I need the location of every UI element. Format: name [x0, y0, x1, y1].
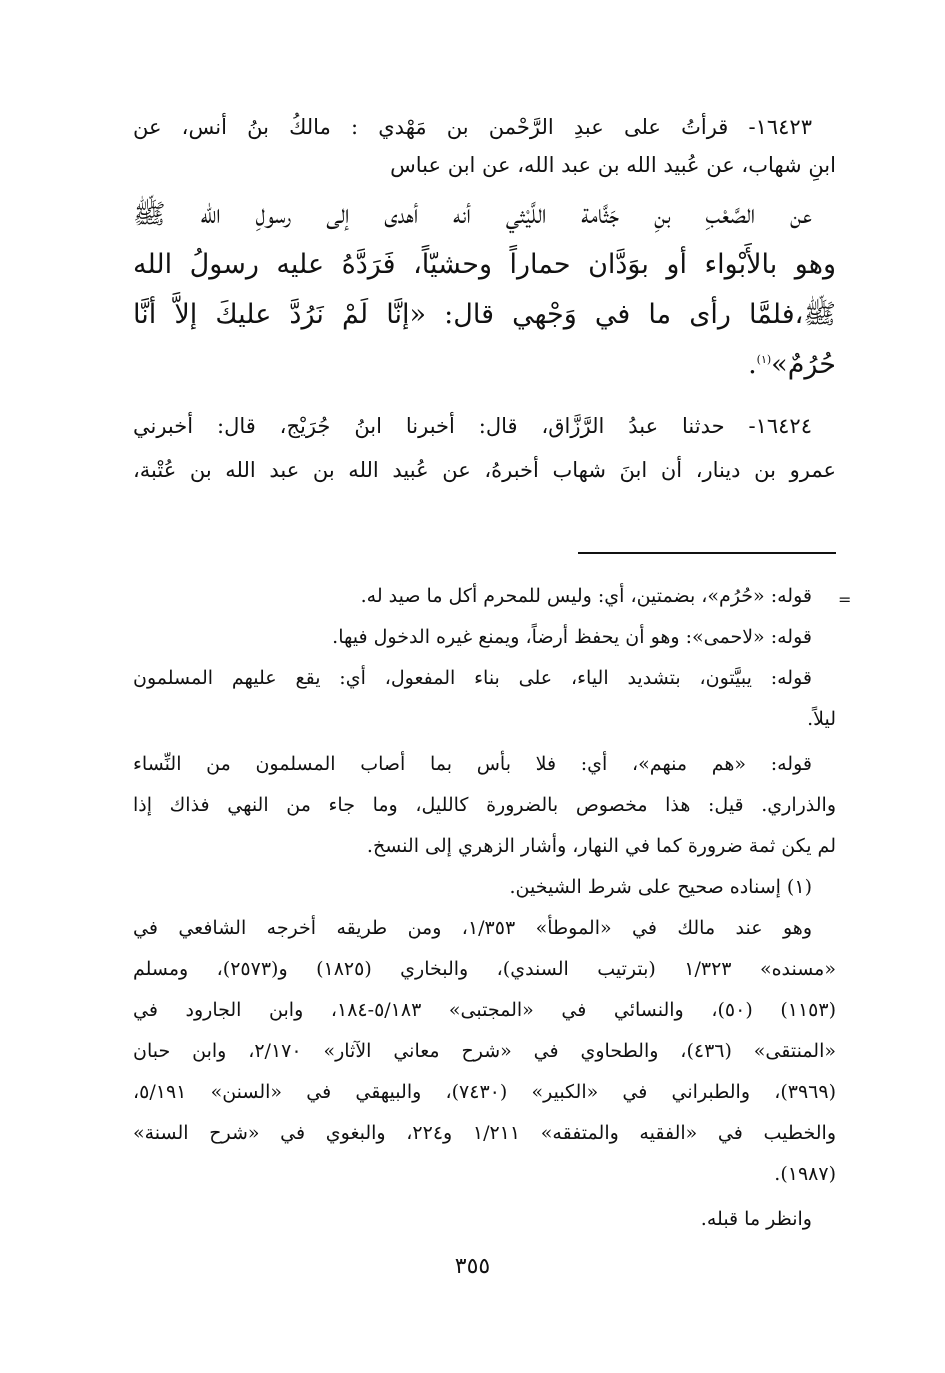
note-line: قوله: يبيَّتون، بتشديد الياء، على بناء المفعول، أي: يقع عليهم المسلمون [133, 667, 812, 689]
matn-last-text: حُرُمٌ» [771, 349, 836, 380]
note-line: والذراري. قيل: هذا مخصوص بالضرورة كالليل، وما جاء من النهي فذاك إذا [133, 794, 836, 816]
footnote-ref: (١) [756, 353, 772, 366]
text-line: ١٦٤٢٤- حدثنا عبدُ الرَّزَّاق، قال: أخبرنا ابنُ جُرَيْج، قال: أخبرني [133, 414, 812, 438]
text-line: ١٦٤٢٣- قرأتُ على عبدِ الرَّحْمن بن مَهْدي : مالكُ بنُ أنس، عن [133, 115, 812, 139]
note-line: قوله: «هم منهم»، أي: فلا بأس بما أصاب المسلمون من النِّساء [133, 753, 812, 775]
note-line: والخطيب في «الفقيه والمتفقه» ١/٢١١ و٢٢٤، والبغوي في «شرح السنة» [133, 1122, 836, 1144]
text-line-final [133, 340, 836, 390]
hadith-16423-isnad [133, 108, 836, 184]
footnotes [133, 576, 836, 1240]
note-line: لم يكن ثمة ضرورة كما في النهار، وأشار الزهري إلى النسخ. [366, 835, 836, 857]
continuation-mark: = [838, 590, 852, 609]
note-line: وهو عند مالك في «الموطأ» ١/٣٥٣، ومن طريقه أخرجه الشافعي في [133, 917, 813, 939]
note-line: (١١٥٣) (٥٠)، والنسائي في «المجتبى» ٥/١٨٣-١٨٤، وابن الجارود في [133, 999, 836, 1021]
note-line: وانظر ما قبله. [700, 1208, 812, 1230]
hadith-16423-matn [133, 190, 836, 390]
text-line: ﷺ،فلمَّا رأى ما في وَجْهي قال: «إنَّا لَمْ نَرُدَّ عليكَ إلاَّ أنَّا [133, 299, 836, 330]
main-text [133, 108, 836, 492]
text-line: عمرو بن دينار، أن ابنَ شهاب أخبرهُ، عن عُبيد الله بن عبد الله بن عُتْبة، [133, 458, 836, 482]
note-line: (٣٩٦٩)، والطبراني في «الكبير» (٧٤٣٠)، والبيهقي في «السنن» ٥/١٩١، [133, 1081, 836, 1103]
note-line: (١٩٨٧). [774, 1163, 836, 1185]
page-number: ٣٥٥ [454, 1254, 491, 1279]
note-line: قوله: «حُرُم»، بضمتين، أي: وليس للمحرم أكل ما صيد له. [360, 585, 812, 607]
note-line: ليلاً. [807, 708, 836, 730]
note-line: (١) إسناده صحيح على شرط الشيخين. [509, 876, 812, 898]
footnote-separator [578, 552, 836, 554]
note-line: «المنتقى» (٤٣٦)، والطحاوي في «شرح معاني الآثار» ٢/١٧٠، وابن حبان [133, 1040, 837, 1062]
matn-last-end: . [748, 349, 757, 380]
text-line: وهو بالأَبْواء أو بوَدَّان حماراً وحشيّاً، فَرَدَّهُ عليه رسولُ الله [133, 249, 836, 280]
text-line: عن الصَّعْبِ بنِ جَثَّامة اللَّيْثي أنه أهدى إلى رسولِ الله ﷺ [133, 199, 812, 230]
note-line: قوله: «لاحمى»: وهو أن يحفظ أرضاً، ويمنع غيره الدخول فيها. [332, 626, 812, 648]
note-line: «مسنده» ١/٣٢٣ (بترتيب السندي)، والبخاري (١٨٢٥) و(٢٥٧٣)، ومسلم [133, 958, 836, 980]
hadith-16424 [133, 404, 836, 492]
text-line: ابنِ شهاب، عن عُبيد الله بن عبد الله، عن ابن عباس [390, 153, 836, 177]
